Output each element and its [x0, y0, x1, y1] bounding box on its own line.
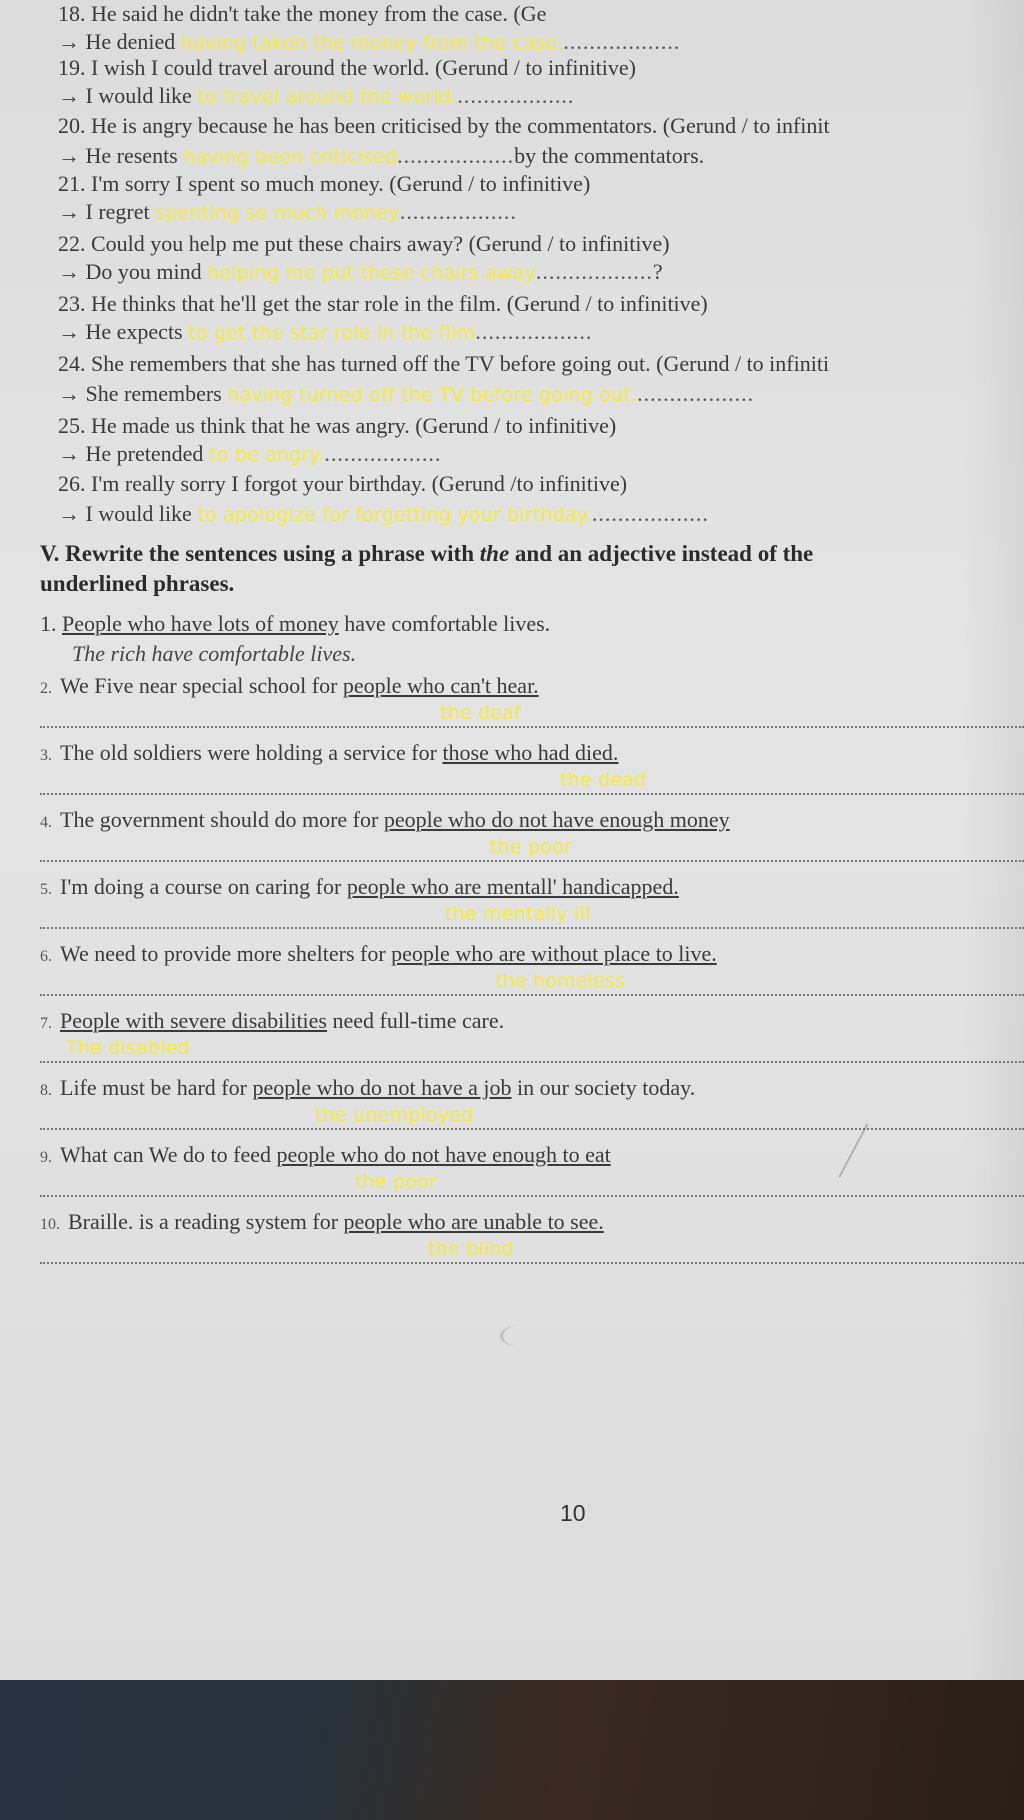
handwritten-answer: to apologize for forgetting your birthday.	[197, 504, 592, 526]
arrow-icon: →	[58, 381, 80, 406]
handwritten-answer: having taken the money from the case.	[180, 32, 564, 54]
dotted-fill-line: ..................	[475, 319, 593, 344]
answer-lead-text: He expects	[85, 319, 183, 344]
answer-lead-text: He resents	[85, 143, 178, 168]
handwritten-answer: the dead	[560, 769, 647, 791]
page-number: 10	[560, 1500, 586, 1526]
section-v-heading-line2: underlined phrases.	[40, 571, 235, 596]
answer-dotted-line	[40, 968, 1024, 996]
handwritten-answer: to be angry.	[208, 444, 325, 466]
exercise-item-answer-line	[58, 440, 1014, 469]
handwritten-answer: The disabled	[66, 1037, 190, 1059]
exercise-item-prompt	[58, 112, 1014, 140]
item-number: 22.	[58, 231, 86, 256]
sentence-text-after: need full-time care.	[327, 1008, 505, 1033]
item-prompt-text: I'm sorry I spent so much money. (Gerund / to infinitive)	[91, 171, 591, 196]
handwritten-answer: spenting so much money	[155, 202, 400, 224]
exercise-item-answer-line	[58, 28, 1014, 57]
item-prompt-text: He thinks that he'll get the star role in the film. (Gerund / to infinitive)	[91, 291, 708, 316]
dotted-fill-line: ..................	[637, 381, 755, 406]
rewrite-item	[40, 739, 1014, 770]
item-number: 4.	[40, 814, 52, 831]
handwritten-answer: having turned off the TV before going out.	[227, 384, 638, 406]
item-number: 5.	[40, 881, 52, 898]
rewrite-item	[40, 1074, 1014, 1105]
item-number: 2.	[40, 680, 52, 697]
item-number: 25.	[58, 413, 86, 438]
example-sentence: 1. People who have lots of money have comfortable lives.	[40, 611, 551, 636]
answer-lead-text: He pretended	[85, 441, 204, 466]
sentence-text: Life must be hard for	[60, 1075, 253, 1100]
answer-lead-text: She remembers	[85, 381, 222, 406]
arrow-icon: →	[58, 83, 80, 108]
item-number: 21.	[58, 171, 86, 196]
sentence-text: What can We do to feed	[60, 1142, 277, 1167]
arrow-icon: →	[58, 29, 80, 54]
underlined-phrase: people who are mentall' handicapped.	[346, 874, 679, 899]
arrow-icon: →	[58, 501, 80, 526]
underlined-phrase: people who are without place to live.	[391, 941, 717, 966]
item-number: 24.	[58, 351, 86, 376]
arrow-icon: →	[58, 259, 80, 284]
item-number: 18.	[58, 1, 86, 26]
underlined-phrase: people who can't hear.	[342, 673, 539, 698]
handwritten-answer: helping me put these chairs away	[207, 262, 536, 284]
arrow-icon: →	[58, 143, 80, 168]
handwritten-answer: the homeless	[495, 970, 626, 992]
exercise-item-prompt	[58, 412, 1014, 440]
item-prompt-text: He said he didn't take the money from the case. (Ge	[91, 1, 547, 26]
item-number: 23.	[58, 291, 86, 316]
answer-lead-text: I regret	[85, 199, 150, 224]
exercise-item-prompt	[58, 54, 1014, 82]
item-prompt-text: Could you help me put these chairs away? (Gerund / to infinitive)	[91, 231, 670, 256]
answer-lead-text: Do you mind	[85, 259, 202, 284]
sentence-text: The old soldiers were holding a service for	[60, 740, 443, 765]
paper-smudge	[500, 1325, 543, 1347]
exercise-item-answer-line	[58, 82, 1014, 111]
dotted-fill-line: ..................	[563, 29, 681, 54]
answer-lead-text: He denied	[85, 29, 176, 54]
handwritten-answer: the mentally ill	[445, 903, 591, 925]
item-number: 10.	[40, 1216, 60, 1233]
handwritten-answer: having been criticised	[183, 146, 398, 168]
handwritten-answer: the poor	[355, 1171, 437, 1193]
rewrite-item	[40, 806, 1014, 837]
item-prompt-text: He is angry because he has been criticised by the commentators. (Gerund / to infinit	[91, 113, 830, 138]
answer-dotted-line	[40, 834, 1024, 862]
answer-tail-text: ?	[652, 259, 663, 284]
example-answer: The rich have comfortable lives.	[72, 641, 357, 666]
answer-dotted-line	[40, 1035, 1024, 1063]
exercise-item-prompt	[58, 0, 1014, 28]
underlined-phrase: people who do not have enough to eat	[276, 1142, 611, 1167]
item-prompt-text: I wish I could travel around the world. (Gerund / to infinitive)	[91, 55, 636, 80]
exercise-item-prompt	[58, 290, 1014, 318]
handwritten-answer: the blind	[428, 1238, 514, 1260]
rewrite-item	[40, 873, 1014, 904]
exercise-item-answer-line	[58, 142, 1014, 171]
answer-dotted-line	[40, 1102, 1024, 1130]
handwritten-answer: to travel around the world.	[197, 86, 458, 108]
exercise-item-answer-line	[58, 198, 1014, 227]
rewrite-item	[40, 1007, 1014, 1038]
arrow-icon: →	[58, 441, 80, 466]
underlined-phrase: people who are unable to see.	[343, 1209, 604, 1234]
exercise-item-prompt	[58, 230, 1014, 258]
dotted-fill-line: ..................	[324, 441, 442, 466]
exercise-item-prompt	[58, 350, 1014, 378]
handwritten-answer: the deaf	[440, 702, 521, 724]
answer-dotted-line	[40, 700, 1024, 728]
item-number: 19.	[58, 55, 86, 80]
item-number: 6.	[40, 948, 52, 965]
arrow-icon: →	[58, 199, 80, 224]
item-prompt-text: He made us think that he was angry. (Gerund / to infinitive)	[91, 413, 617, 438]
underlined-phrase: People with severe disabilities	[60, 1008, 327, 1033]
desk-background	[0, 1680, 1024, 1820]
rewrite-item	[40, 672, 1014, 703]
answer-dotted-line	[40, 901, 1024, 929]
sentence-text: We need to provide more shelters for	[60, 941, 392, 966]
exercise-item-answer-line	[58, 380, 1014, 409]
rewrite-item	[40, 1208, 1014, 1239]
sentence-text: I'm doing a course on caring for	[60, 874, 347, 899]
dotted-fill-line: ..................	[399, 199, 517, 224]
item-number: 9.	[40, 1149, 52, 1166]
underlined-phrase: people who do not have a job	[252, 1075, 512, 1100]
item-number: 7.	[40, 1015, 52, 1032]
rewrite-item	[40, 940, 1014, 971]
answer-dotted-line	[40, 767, 1024, 795]
exercise-item-answer-line	[58, 500, 1014, 529]
exercise-item-answer-line	[58, 318, 1014, 347]
underlined-phrase: those who had died.	[442, 740, 619, 765]
sentence-text: The government should do more for	[60, 807, 384, 832]
section-v-heading: V. Rewrite the sentences using a phrase with the and an adjective instead of the	[40, 541, 814, 566]
underlined-phrase: people who do not have enough money	[383, 807, 730, 832]
dotted-fill-line: ..................	[591, 501, 709, 526]
handwritten-answer: the unemployed	[315, 1104, 474, 1126]
item-prompt-text: She remembers that she has turned off the TV before going out. (Gerund / to infiniti	[91, 351, 830, 376]
answer-dotted-line	[40, 1236, 1024, 1264]
exercise-item-answer-line	[58, 258, 1014, 287]
dotted-fill-line: ..................	[397, 143, 515, 168]
answer-lead-text: I would like	[85, 83, 192, 108]
exercise-item-prompt	[58, 170, 1014, 198]
exercise-item-prompt	[58, 470, 1014, 498]
answer-tail-text: by the commentators.	[514, 143, 705, 168]
sentence-text: Braille. is a reading system for	[68, 1209, 344, 1234]
dotted-fill-line: ..................	[457, 83, 575, 108]
handwritten-answer: the poor	[490, 836, 572, 858]
item-number: 26.	[58, 471, 86, 496]
item-number: 20.	[58, 113, 86, 138]
dotted-fill-line: ..................	[535, 259, 653, 284]
answer-lead-text: I would like	[85, 501, 192, 526]
item-number: 3.	[40, 747, 52, 764]
handwritten-answer: to get the star role in the film	[188, 322, 476, 344]
item-number: 8.	[40, 1082, 52, 1099]
item-prompt-text: I'm really sorry I forgot your birthday. (Gerund /to infinitive)	[91, 471, 628, 496]
sentence-text-after: in our society today.	[511, 1075, 696, 1100]
sentence-text: We Five near special school for	[60, 673, 343, 698]
arrow-icon: →	[58, 319, 80, 344]
